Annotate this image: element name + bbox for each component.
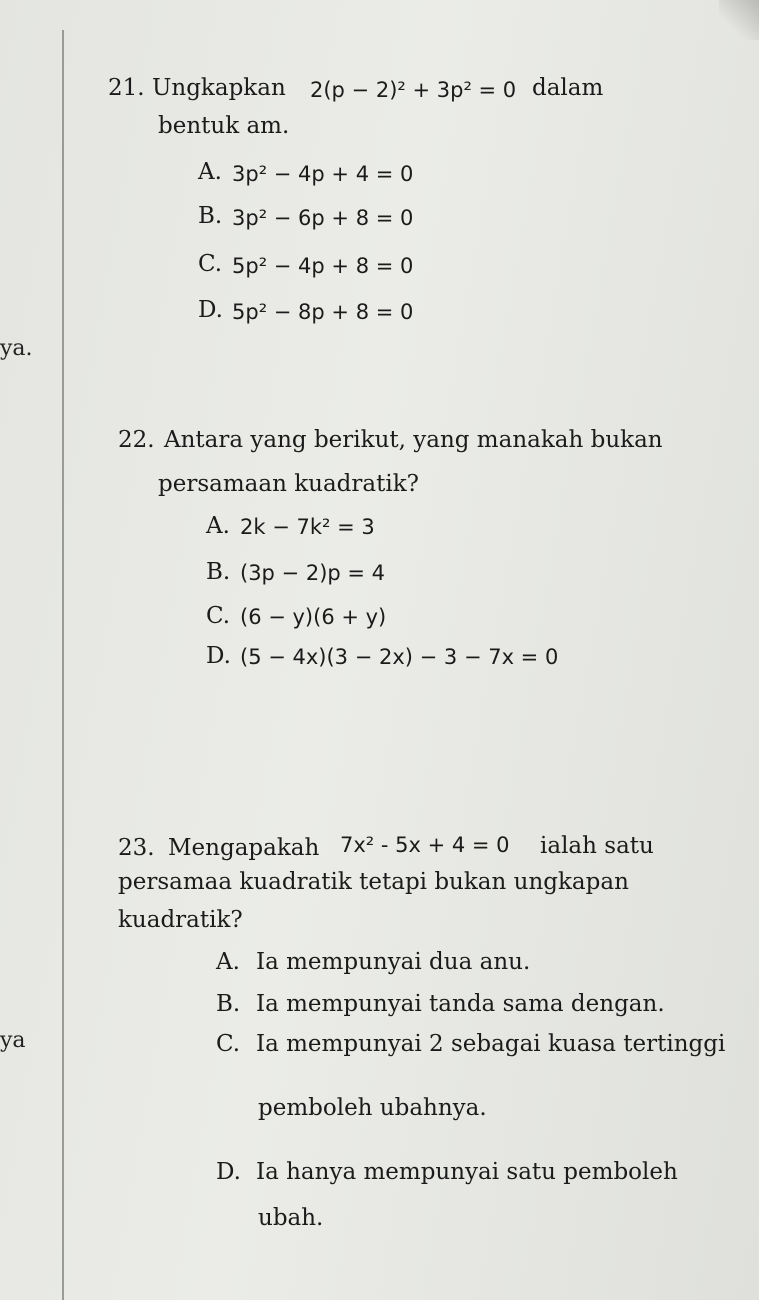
- option-letter: A.: [206, 513, 230, 539]
- option-letter: B.: [216, 991, 241, 1017]
- option-d[interactable]: Ia hanya mempunyai satu pemboleh: [256, 1159, 678, 1185]
- option-c-continued: pemboleh ubahnya.: [258, 1095, 487, 1121]
- option-c[interactable]: 5p² − 4p + 8 = 0: [232, 254, 414, 278]
- question-text: bentuk am.: [158, 113, 290, 139]
- option-letter: D.: [198, 297, 223, 323]
- option-d[interactable]: 5p² − 8p + 8 = 0: [232, 300, 414, 324]
- option-d[interactable]: (5 − 4x)(3 − 2x) − 3 − 7x = 0: [240, 645, 559, 669]
- option-letter: C.: [206, 603, 231, 629]
- option-c[interactable]: Ia mempunyai 2 sebagai kuasa tertinggi: [256, 1031, 726, 1057]
- question-expression: 7x² - 5x + 4 = 0: [340, 833, 510, 857]
- option-b[interactable]: Ia mempunyai tanda sama dengan.: [256, 991, 665, 1017]
- option-a[interactable]: 3p² − 4p + 4 = 0: [232, 162, 414, 186]
- question-text: Mengapakah: [168, 835, 320, 861]
- question-number: 22.: [118, 427, 155, 453]
- question-expression: 2(p − 2)² + 3p² = 0: [310, 78, 517, 102]
- question-number: 21.: [108, 75, 145, 101]
- question-text: Antara yang berikut, yang manakah bukan: [164, 427, 663, 453]
- option-d-continued: ubah.: [258, 1205, 324, 1231]
- question-text: kuadratik?: [118, 907, 243, 933]
- option-letter: A.: [216, 949, 240, 975]
- page-corner-shadow: [719, 0, 759, 40]
- question-text: ialah satu: [540, 833, 654, 859]
- option-letter: D.: [206, 643, 231, 669]
- option-a[interactable]: Ia mempunyai dua anu.: [256, 949, 531, 975]
- option-letter: D.: [216, 1159, 241, 1185]
- option-letter: B.: [198, 203, 223, 229]
- option-c[interactable]: (6 − y)(6 + y): [240, 605, 387, 629]
- option-letter: A.: [198, 159, 222, 185]
- option-b[interactable]: 3p² − 6p + 8 = 0: [232, 206, 414, 230]
- option-letter: C.: [198, 251, 223, 277]
- margin-stub-1: ya.: [0, 336, 33, 361]
- option-letter: B.: [206, 559, 231, 585]
- question-text: Ungkapkan: [152, 75, 286, 101]
- question-text: dalam: [532, 75, 604, 101]
- question-text: persamaa kuadratik tetapi bukan ungkapan: [118, 869, 629, 895]
- option-letter: C.: [216, 1031, 241, 1057]
- margin-stub-2: ya: [0, 1028, 26, 1053]
- option-a[interactable]: 2k − 7k² = 3: [240, 515, 375, 539]
- question-text: persamaan kuadratik?: [158, 471, 419, 497]
- notebook-margin-line: [62, 30, 64, 1300]
- option-b[interactable]: (3p − 2)p = 4: [240, 561, 386, 585]
- question-number: 23.: [118, 835, 155, 861]
